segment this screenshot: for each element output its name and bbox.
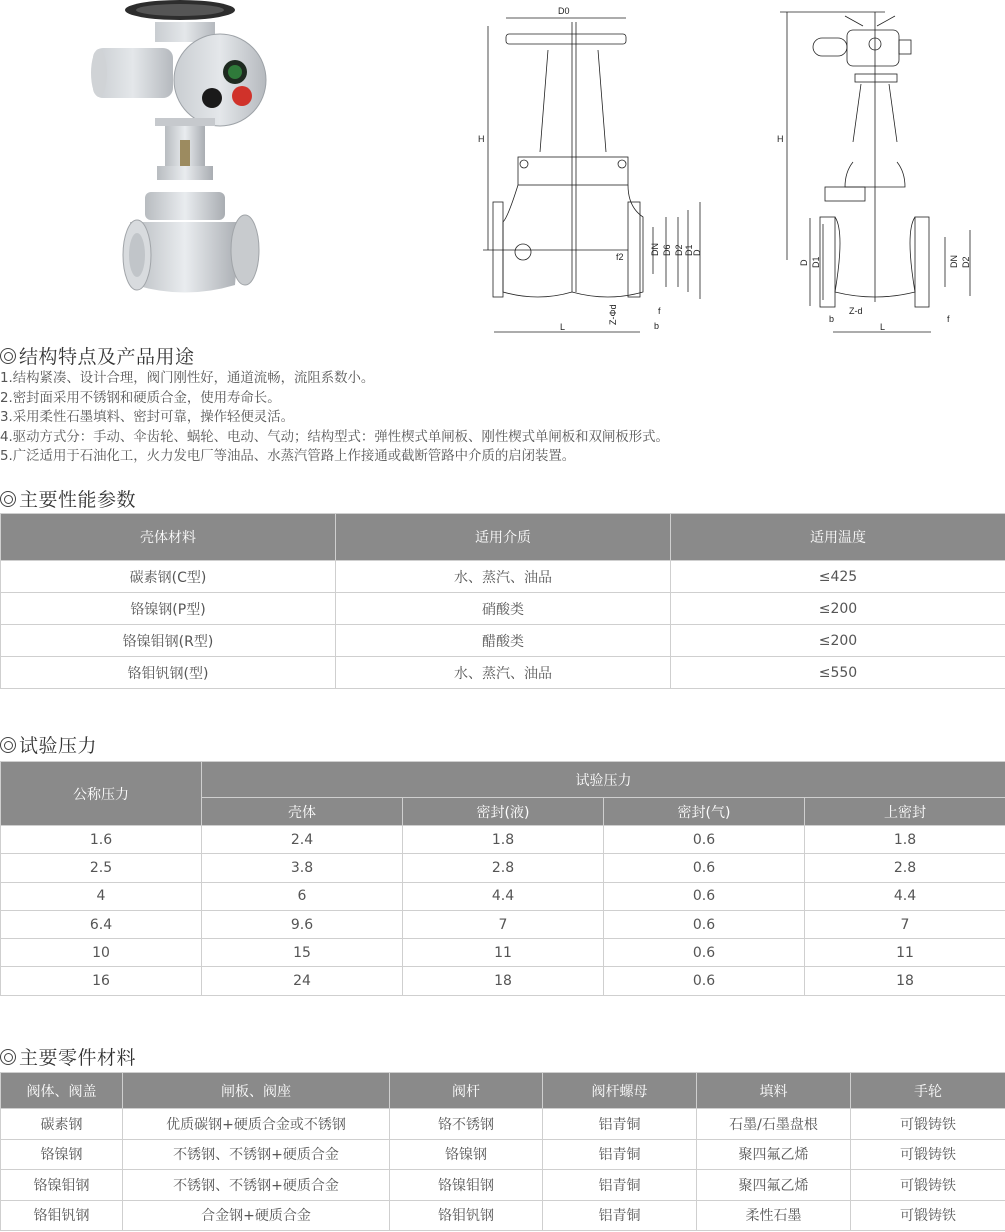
- cell: 铬镍钢(P型): [1, 593, 336, 625]
- label-H: H: [777, 134, 784, 144]
- cell: ≤200: [671, 625, 1005, 657]
- cell: 9.6: [202, 910, 403, 938]
- cell: 0.6: [604, 826, 805, 854]
- cell: 0.6: [604, 967, 805, 995]
- cell: 2.8: [805, 854, 1005, 882]
- label-D: D: [692, 249, 702, 256]
- cell: 碳素钢: [1, 1109, 123, 1140]
- cell: 18: [805, 967, 1005, 995]
- feature-item: 4.驱动方式分：手动、伞齿轮、蜗轮、电动、气动；结构型式：弹性楔式单闸板、刚性楔式单闸板和双闸板形式。: [0, 429, 669, 445]
- col-header: 阀杆: [390, 1073, 543, 1109]
- cell: 16: [1, 967, 202, 995]
- table-header-row: [1, 1073, 1005, 1109]
- cell: 3.8: [202, 854, 403, 882]
- cell: 1.8: [403, 826, 604, 854]
- cell: 不锈钢、不锈钢+硬质合金: [123, 1139, 390, 1170]
- cell: 4.4: [805, 882, 1005, 910]
- cell: 铝青铜: [543, 1139, 697, 1170]
- cell: ≤550: [671, 657, 1005, 689]
- label-f: f: [658, 306, 661, 316]
- cell: 铬镍钼钢: [390, 1170, 543, 1201]
- section-title-features: 结构特点及产品用途: [0, 342, 195, 369]
- table-row: [1, 657, 1005, 689]
- col-header: 填料: [697, 1073, 851, 1109]
- cell: 24: [202, 967, 403, 995]
- cell: 可锻铸铁: [851, 1139, 1005, 1170]
- cell: 铬钼钒钢: [390, 1200, 543, 1231]
- label-D1: D1: [811, 256, 821, 268]
- table-row: [1, 967, 1005, 995]
- cell: 铬钼钒钢: [1, 1200, 123, 1231]
- cell: 0.6: [604, 854, 805, 882]
- cell: 18: [403, 967, 604, 995]
- table-row: [1, 1200, 1005, 1231]
- cell: 聚四氟乙烯: [697, 1139, 851, 1170]
- feature-list: [0, 369, 669, 467]
- label-DN: DN: [949, 255, 959, 268]
- cell: 7: [403, 910, 604, 938]
- label-L: L: [560, 322, 566, 332]
- label-Zd: Z-d: [849, 306, 863, 316]
- section-title-pressure: 试验压力: [0, 731, 97, 758]
- cell: 柔性石墨: [697, 1200, 851, 1231]
- table-header-row: [1, 762, 1005, 798]
- table-header-row: [1, 514, 1005, 561]
- cell: 水、蒸汽、油品: [336, 561, 671, 593]
- cell: 0.6: [604, 910, 805, 938]
- materials-table: [0, 1072, 1005, 1231]
- label-Zd: Z-Φd: [608, 304, 618, 325]
- cell: 可锻铸铁: [851, 1170, 1005, 1201]
- cell: 铝青铜: [543, 1109, 697, 1140]
- label-DN: DN: [650, 243, 660, 256]
- cell: 1.6: [1, 826, 202, 854]
- double-circle-icon: [0, 737, 16, 753]
- cell: 铝青铜: [543, 1200, 697, 1231]
- cell: 1.8: [805, 826, 1005, 854]
- double-circle-icon: [0, 491, 16, 507]
- col-subheader: 壳体: [202, 798, 403, 826]
- cell: 可锻铸铁: [851, 1109, 1005, 1140]
- cell: 聚四氟乙烯: [697, 1170, 851, 1201]
- cell: 2.4: [202, 826, 403, 854]
- label-L: L: [880, 322, 886, 332]
- col-header: 壳体材料: [1, 514, 336, 561]
- figures-area: [0, 0, 1005, 340]
- table-row: [1, 593, 1005, 625]
- table-row: [1, 1109, 1005, 1140]
- cell: 硝酸类: [336, 593, 671, 625]
- dimension-drawing-electric: [775, 2, 987, 336]
- feature-item: 5.广泛适用于石油化工，火力发电厂等油品、水蒸汽管路上作接通或截断管路中介质的启闭装置。: [0, 449, 576, 465]
- cell: 2.5: [1, 854, 202, 882]
- col-subheader: 密封(气): [604, 798, 805, 826]
- cell: 可锻铸铁: [851, 1200, 1005, 1231]
- table-row: [1, 1139, 1005, 1170]
- label-b: b: [829, 314, 835, 324]
- label-H: H: [478, 134, 485, 144]
- cell: 醋酸类: [336, 625, 671, 657]
- cell: 铬镍钢: [1, 1139, 123, 1170]
- cell: ≤425: [671, 561, 1005, 593]
- cell: 4: [1, 882, 202, 910]
- cell: ≤200: [671, 593, 1005, 625]
- col-header: 阀杆螺母: [543, 1073, 697, 1109]
- section-title-performance: 主要性能参数: [0, 485, 136, 512]
- performance-table: [0, 513, 1005, 689]
- cell: 碳素钢(C型): [1, 561, 336, 593]
- pressure-table: [0, 761, 1005, 996]
- label-b: b: [654, 321, 660, 331]
- col-header-nominal: 公称压力: [1, 762, 202, 826]
- cell: 6.4: [1, 910, 202, 938]
- col-header-test: 试验压力: [202, 762, 1005, 798]
- cell: 2.8: [403, 854, 604, 882]
- label-f: f: [947, 314, 950, 324]
- section-title-materials: 主要零件材料: [0, 1043, 136, 1070]
- col-subheader: 上密封: [805, 798, 1005, 826]
- table-row: [1, 1170, 1005, 1201]
- cell: 6: [202, 882, 403, 910]
- feature-item: 1.结构紧凑、设计合理，阀门刚性好，通道流畅，流阻系数小。: [0, 371, 375, 386]
- label-D2: D2: [961, 256, 971, 268]
- col-header: 适用温度: [671, 514, 1005, 561]
- cell: 4.4: [403, 882, 604, 910]
- col-header: 适用介质: [336, 514, 671, 561]
- cell: 石墨/石墨盘根: [697, 1109, 851, 1140]
- label-D1: D1: [684, 244, 694, 256]
- cell: 0.6: [604, 939, 805, 967]
- dimension-drawing-manual: [478, 2, 718, 338]
- double-circle-icon: [0, 348, 16, 364]
- label-D6: D6: [662, 244, 672, 256]
- label-D2: D2: [674, 244, 684, 256]
- cell: 铬钼钒钢(型): [1, 657, 336, 689]
- col-header: 手轮: [851, 1073, 1005, 1109]
- label-f2: f2: [616, 252, 624, 262]
- col-header: 阀体、阀盖: [1, 1073, 123, 1109]
- cell: 不锈钢、不锈钢+硬质合金: [123, 1170, 390, 1201]
- table-row: [1, 854, 1005, 882]
- cell: 7: [805, 910, 1005, 938]
- col-subheader: 密封(液): [403, 798, 604, 826]
- table-row: [1, 826, 1005, 854]
- cell: 11: [403, 939, 604, 967]
- cell: 铬镍钼钢: [1, 1170, 123, 1201]
- cell: 水、蒸汽、油品: [336, 657, 671, 689]
- double-circle-icon: [0, 1049, 16, 1065]
- product-photo: [85, 0, 275, 318]
- cell: 铝青铜: [543, 1170, 697, 1201]
- cell: 10: [1, 939, 202, 967]
- feature-item: 2.密封面采用不锈钢和硬质合金，使用寿命长。: [0, 390, 281, 406]
- table-row: [1, 910, 1005, 938]
- cell: 铬镍钼钢(R型): [1, 625, 336, 657]
- table-row: [1, 939, 1005, 967]
- cell: 合金钢+硬质合金: [123, 1200, 390, 1231]
- table-row: [1, 882, 1005, 910]
- cell: 铬镍钢: [390, 1139, 543, 1170]
- cell: 0.6: [604, 882, 805, 910]
- feature-item: 3.采用柔性石墨填料、密封可靠，操作轻便灵活。: [0, 410, 294, 426]
- table-row: [1, 625, 1005, 657]
- col-header: 闸板、阀座: [123, 1073, 390, 1109]
- table-row: [1, 561, 1005, 593]
- label-D: D: [799, 259, 809, 266]
- label-D0: D0: [558, 6, 570, 16]
- cell: 11: [805, 939, 1005, 967]
- cell: 优质碳钢+硬质合金或不锈钢: [123, 1109, 390, 1140]
- cell: 铬不锈钢: [390, 1109, 543, 1140]
- cell: 15: [202, 939, 403, 967]
